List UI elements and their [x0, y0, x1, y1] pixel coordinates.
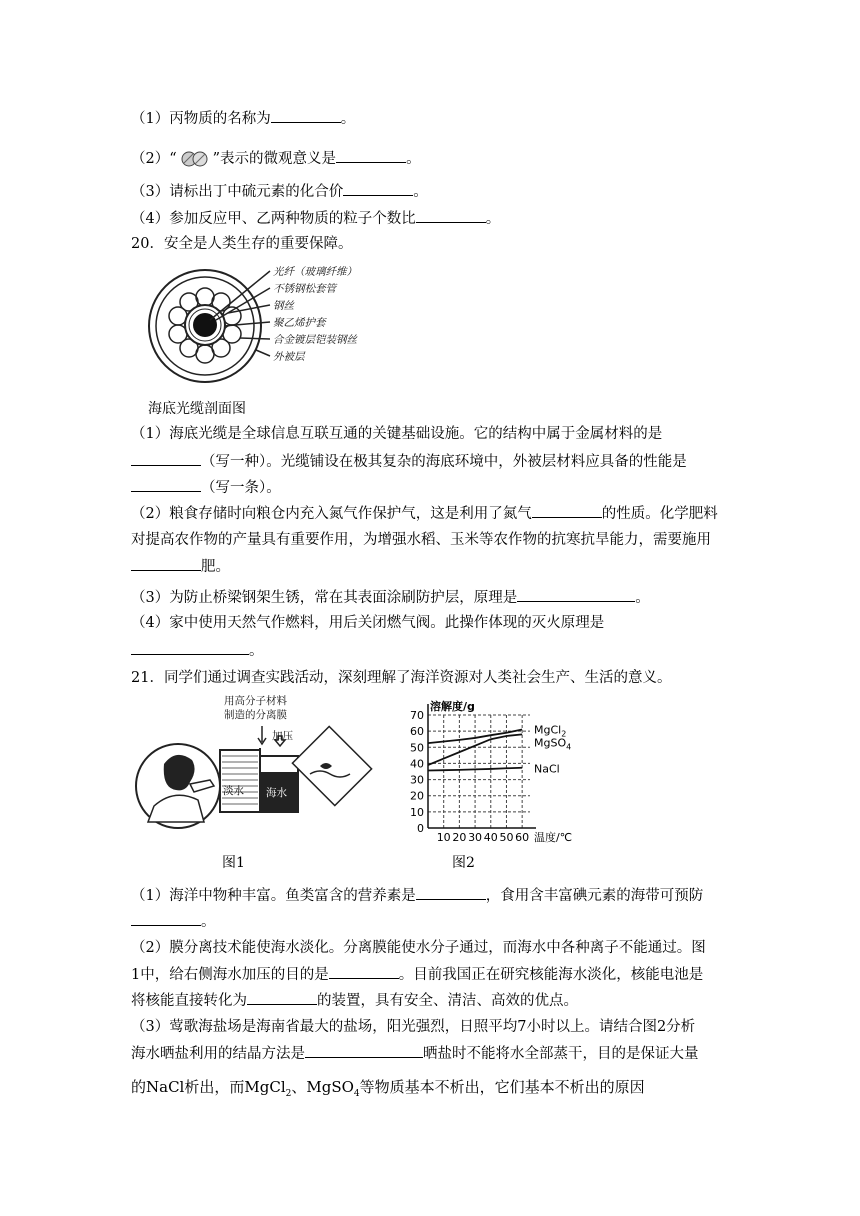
x-tick-label: 30 — [468, 831, 483, 844]
cable-cross-section — [130, 258, 386, 390]
formula-nacl: NaCl — [146, 1078, 185, 1096]
answer-blank[interactable] — [131, 911, 201, 926]
y-tick-label: 30 — [410, 773, 424, 787]
y-tick-label: 20 — [410, 789, 424, 803]
q21-part2-cont: 1中，给右侧海水加压的目的是 。目前我国正在研究核能海水淡化，核能电池是 — [131, 964, 703, 985]
answer-blank[interactable] — [517, 587, 635, 602]
cable-label: 聚乙烯护套 — [273, 317, 326, 329]
y-tick-label: 60 — [410, 725, 424, 739]
y-tick-label: 0 — [417, 822, 424, 835]
q20-part3: （3）为防止桥梁钢架生锈，常在其表面涂刷防护层，原理是 。 — [131, 587, 650, 608]
q20-part2: （2）粮食存储时向粮仓内充入氮气作保护气，这是利用了氮气 的性质。化学肥料 — [131, 503, 718, 524]
q21-part2-cont2: 将核能直接转化为 的装置，具有安全、清洁、高效的优点。 — [131, 990, 578, 1011]
x-tick-label: 40 — [483, 831, 498, 844]
answer-blank[interactable] — [416, 208, 486, 223]
answer-blank[interactable] — [131, 451, 201, 466]
formula-mgso4: MgSO$_4$ — [306, 1078, 360, 1099]
answer-blank[interactable] — [329, 964, 399, 979]
cable-label: 合金镀层铠装钢丝 — [273, 334, 357, 346]
q20-part1: （1）海底光缆是全球信息互联互通的关键基础设施。它的结构中属于金属材料的是 — [131, 426, 663, 442]
q19-part3: （3）请标出丁中硫元素的化合价 。 — [131, 181, 428, 202]
q20-part4-cont: 。 — [131, 640, 264, 661]
q20-part1-cont2: （写一条）。 — [131, 477, 281, 498]
fresh-water-label: 淡水 — [223, 785, 244, 797]
figure2-caption: 图2 — [452, 855, 475, 871]
q21-part2: （2）膜分离技术能使海水淡化。分离膜能使水分子通过，而海水中各种离子不能通过。图 — [131, 940, 706, 956]
q21-part1-cont: 。 — [131, 911, 216, 932]
answer-blank[interactable] — [343, 181, 413, 196]
cable-label: 光纤（玻璃纤维） — [273, 266, 357, 278]
answer-blank[interactable] — [416, 885, 486, 900]
q20-part2-cont: 对提高农作物的产量具有重要作用，为增强水稻、玉米等农作物的抗寒抗旱能力，需要施用 — [131, 532, 711, 548]
q20-part2-cont2: 肥。 — [131, 556, 230, 577]
q19-part1: （1）丙物质的名称为 。 — [131, 108, 355, 129]
y-tick-label: 10 — [410, 805, 424, 819]
q21-part1: （1）海洋中物种丰富。鱼类富含的营养素是 ，食用含丰富碘元素的海带可预防 — [131, 885, 703, 906]
y-tick-label: 70 — [410, 709, 424, 722]
q21-stem: 21．同学们通过调查实践活动，深刻理解了海洋资源对人类社会生产、生活的意义。 — [131, 670, 672, 686]
x-tick-label: 60 — [515, 831, 530, 844]
q19-part4: （4）参加反应甲、乙两种物质的粒子个数比 。 — [131, 208, 500, 229]
legend-nacl: NaCl — [534, 762, 560, 776]
answer-blank[interactable] — [131, 640, 249, 655]
cable-label: 不锈钢松套管 — [273, 283, 336, 295]
q21-part3-cont2: 的NaCl析出，而MgCl$_2$、MgSO$_4$等物质基本不析出，它们基本不析出的原因 — [131, 1078, 645, 1099]
x-tick-label: 20 — [452, 831, 467, 844]
cable-label: 外被层 — [273, 351, 305, 363]
legend-mgso4: MgSO$_4$ — [534, 736, 572, 752]
answer-blank[interactable] — [131, 477, 201, 492]
q21-part3-cont: 海水晒盐利用的结晶方法是 晒盐时不能将水全部蒸干，目的是保证大量 — [131, 1043, 699, 1064]
solubility-chart — [390, 700, 590, 850]
cable-caption: 海底光缆剖面图 — [148, 401, 246, 417]
y-tick-label: 40 — [410, 757, 424, 771]
series-line-nacl — [428, 768, 522, 771]
membrane-label: 用高分子材料 — [224, 695, 287, 707]
y-axis-label: 溶解度/g — [430, 700, 475, 713]
legend-mgcl2: MgCl$_2$ — [534, 723, 567, 739]
formula-mgcl2: MgCl$_2$ — [244, 1078, 292, 1099]
cup — [190, 780, 214, 792]
cable-label: 钢丝 — [273, 300, 294, 312]
desalination-figure — [134, 694, 380, 844]
x-tick-label: 50 — [499, 831, 514, 844]
membrane-label: 制造的分离膜 — [224, 709, 287, 721]
x-axis-label: 温度/℃ — [534, 831, 573, 844]
answer-blank[interactable] — [131, 556, 201, 571]
molecule-icon — [177, 151, 213, 167]
answer-blank[interactable] — [247, 990, 317, 1005]
q20-stem: 20．安全是人类生存的重要保障。 — [131, 236, 353, 252]
pressure-label: 加压 — [272, 730, 293, 742]
answer-blank[interactable] — [532, 503, 602, 518]
figure1-caption: 图1 — [222, 855, 245, 871]
x-tick-label: 10 — [436, 831, 451, 844]
answer-blank[interactable] — [305, 1043, 423, 1058]
answer-blank[interactable] — [271, 108, 341, 123]
person-body — [148, 795, 204, 822]
q20-part4: （4）家中使用天然气作燃料，用后关闭燃气阀。此操作体现的灭火原理是 — [131, 615, 605, 631]
q19-part2: （2）“ ”表示的微观意义是 。 — [131, 148, 421, 169]
q20-part1-cont: （写一种）。光缆铺设在极其复杂的海底环境中，外被层材料应具备的性能是 — [131, 451, 687, 472]
y-tick-label: 50 — [410, 741, 424, 755]
answer-blank[interactable] — [336, 148, 406, 163]
q21-part3: （3）莺歌海盐场是海南省最大的盐场，阳光强烈，日照平均7小时以上。请结合图2分析 — [131, 1019, 696, 1035]
sea-water-label: 海水 — [266, 787, 287, 799]
